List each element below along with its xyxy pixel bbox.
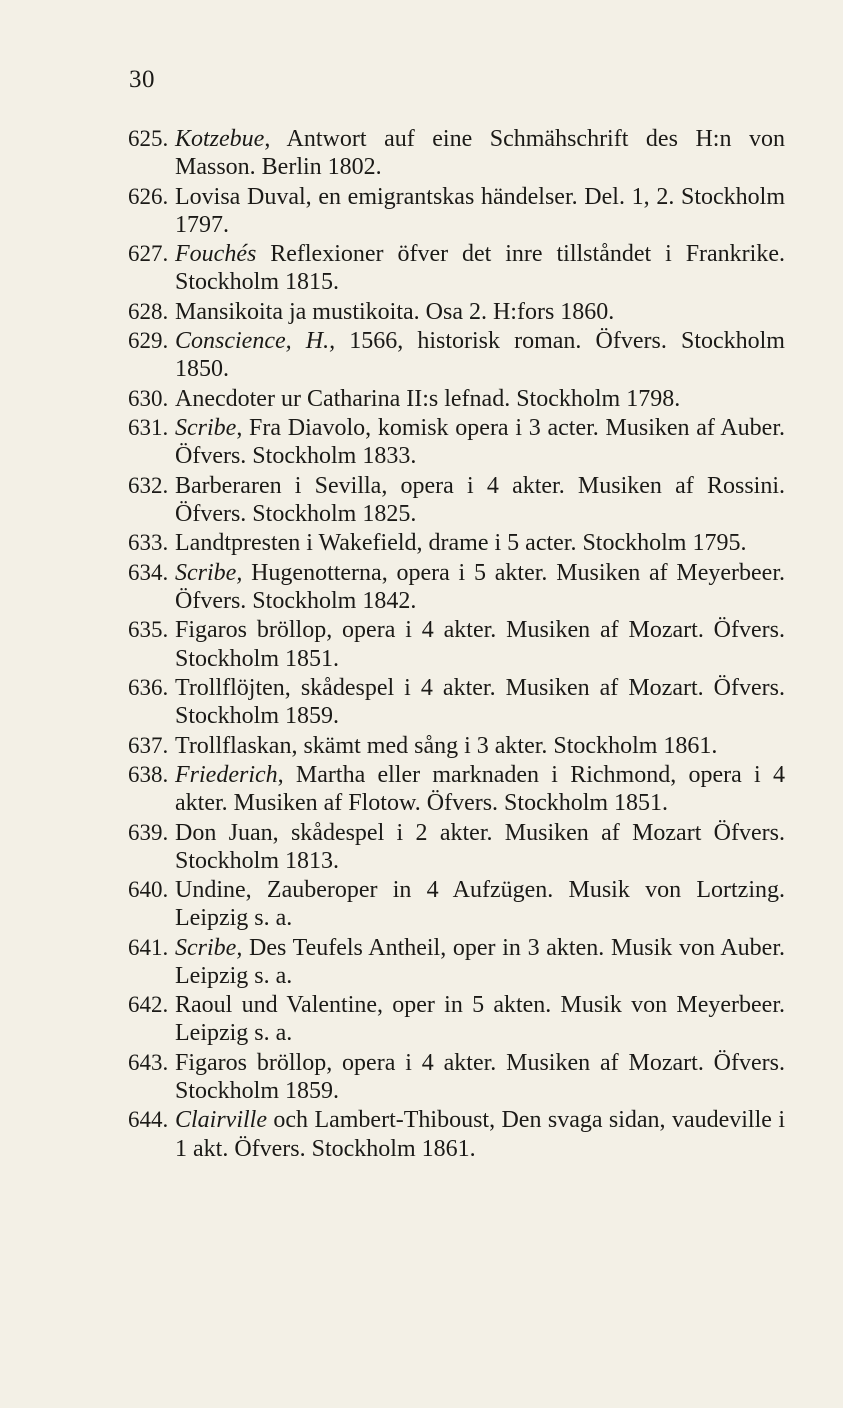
entry-number: 631. (128, 415, 169, 441)
entry-text: 1566, historisk roman. Öfvers. Stockholm 1850. (175, 328, 785, 383)
entry-text: , Martha eller marknaden i Richmond, opera i 4 akter. Musiken af Flotow. Öfvers. Stockholm 1851. (175, 761, 785, 817)
entry-text: , Fra Diavolo, komisk opera i 3 acter. Musiken af Auber. Öfvers. Stockholm 1833. (175, 415, 785, 470)
entry-number: 642. (128, 992, 169, 1018)
entry-author: Scribe, (175, 934, 243, 961)
entry-text: Trollflaskan, skämt med sång i 3 akter. Stockholm 1861. (175, 732, 718, 759)
catalog-entry (0, 183, 785, 239)
entry-text: Figaros bröllop, opera i 4 akter. Musiken af Mozart. Öfvers. Stockholm 1851. (175, 617, 785, 672)
entry-text: Don Juan, skådespel i 2 akter. Musiken af Mozart Öfvers. Stockholm 1813. (175, 819, 785, 874)
entry-number: 632. (128, 472, 169, 498)
catalog-entry (0, 876, 785, 932)
entry-text: Trollflöjten, skådespel i 4 akter. Musiken af Mozart. Öfvers. Stockholm 1859. (175, 674, 785, 730)
catalog-entry (0, 240, 785, 296)
entry-text: Barberaren i Sevilla, opera i 4 akter. Musiken af Rossini. Öfvers. Stockholm 1825. (175, 472, 785, 527)
catalog-entry (0, 559, 785, 615)
entry-number: 643. (128, 1049, 169, 1075)
entry-number: 627. (128, 241, 169, 267)
entry-text: , Antwort auf eine Schmähschrift des H:n von Masson. Berlin 1802. (175, 126, 785, 181)
entry-text: Lovisa Duval, en emigrantskas händelser. Del. 1, 2. Stockholm 1797. (175, 183, 785, 238)
entry-author: Scribe, (175, 559, 243, 586)
entry-text: Landtpresten i Wakefield, drame i 5 acter. Stockholm 1795. (175, 530, 747, 557)
catalog-entry (0, 761, 785, 817)
entry-number: 630. (128, 385, 169, 411)
entry-number: 640. (128, 877, 169, 903)
entry-text: och Lambert-Thiboust, Den svaga sidan, vaudeville i 1 akt. Öfvers. Stockholm 1861. (175, 1107, 785, 1162)
entry-number: 633. (128, 530, 169, 556)
entry-author: Fouchés (175, 241, 257, 268)
entry-text: Anecdoter ur Catharina II:s lefnad. Stockholm 1798. (175, 385, 681, 412)
entry-number: 641. (128, 934, 169, 960)
catalog-entry (0, 674, 785, 730)
catalog-entry (0, 732, 785, 760)
entry-number: 626. (128, 183, 169, 209)
catalog-entry-list (0, 125, 843, 1164)
entry-number: 644. (128, 1107, 169, 1133)
catalog-entry (0, 991, 785, 1047)
entry-author: Conscience, H., (175, 328, 336, 355)
entry-author: Scribe (175, 415, 237, 442)
entry-text: Figaros bröllop, opera i 4 akter. Musiken af Mozart. Öfvers. Stockholm 1859. (175, 1049, 785, 1105)
entry-number: 636. (128, 674, 169, 700)
catalog-entry (0, 1049, 785, 1105)
entry-author: Friederich (175, 761, 278, 788)
catalog-entry (0, 529, 785, 557)
entry-number: 629. (128, 328, 169, 354)
entry-number: 625. (128, 126, 169, 151)
entry-text: Undine, Zauberoper in 4 Aufzügen. Musik von Lortzing. Leipzig s. a. (175, 877, 785, 932)
catalog-entry (0, 1106, 785, 1162)
entry-author: Clairville (175, 1107, 267, 1134)
catalog-entry (0, 327, 785, 383)
catalog-entry (0, 616, 785, 672)
catalog-entry (0, 125, 785, 181)
catalog-entry (0, 472, 785, 528)
catalog-entry (0, 414, 785, 470)
entry-number: 635. (128, 617, 169, 643)
catalog-entry (0, 819, 785, 875)
entry-number: 639. (128, 819, 169, 845)
catalog-entry (0, 298, 785, 326)
entry-author: Kotzebue (175, 126, 265, 152)
entry-number: 628. (128, 298, 169, 324)
entry-number: 638. (128, 761, 169, 787)
entry-text: Hugenotterna, opera i 5 akter. Musiken af Meyerbeer. Öfvers. Stockholm 1842. (175, 559, 785, 614)
catalog-entry (0, 934, 785, 990)
entry-text: Des Teufels Antheil, oper in 3 akten. Musik von Auber. Leipzig s. a. (175, 934, 785, 989)
entry-number: 634. (128, 559, 169, 585)
catalog-entry (0, 385, 785, 413)
entry-text: Raoul und Valentine, oper in 5 akten. Musik von Meyerbeer. Leipzig s. a. (175, 992, 785, 1047)
page-number: 30 (129, 66, 155, 93)
entry-number: 637. (128, 732, 169, 758)
entry-text: Reflexioner öfver det inre tillståndet i Frankrike. Stockholm 1815. (175, 241, 785, 296)
entry-text: Mansikoita ja mustikoita. Osa 2. H:fors 1860. (175, 298, 615, 325)
